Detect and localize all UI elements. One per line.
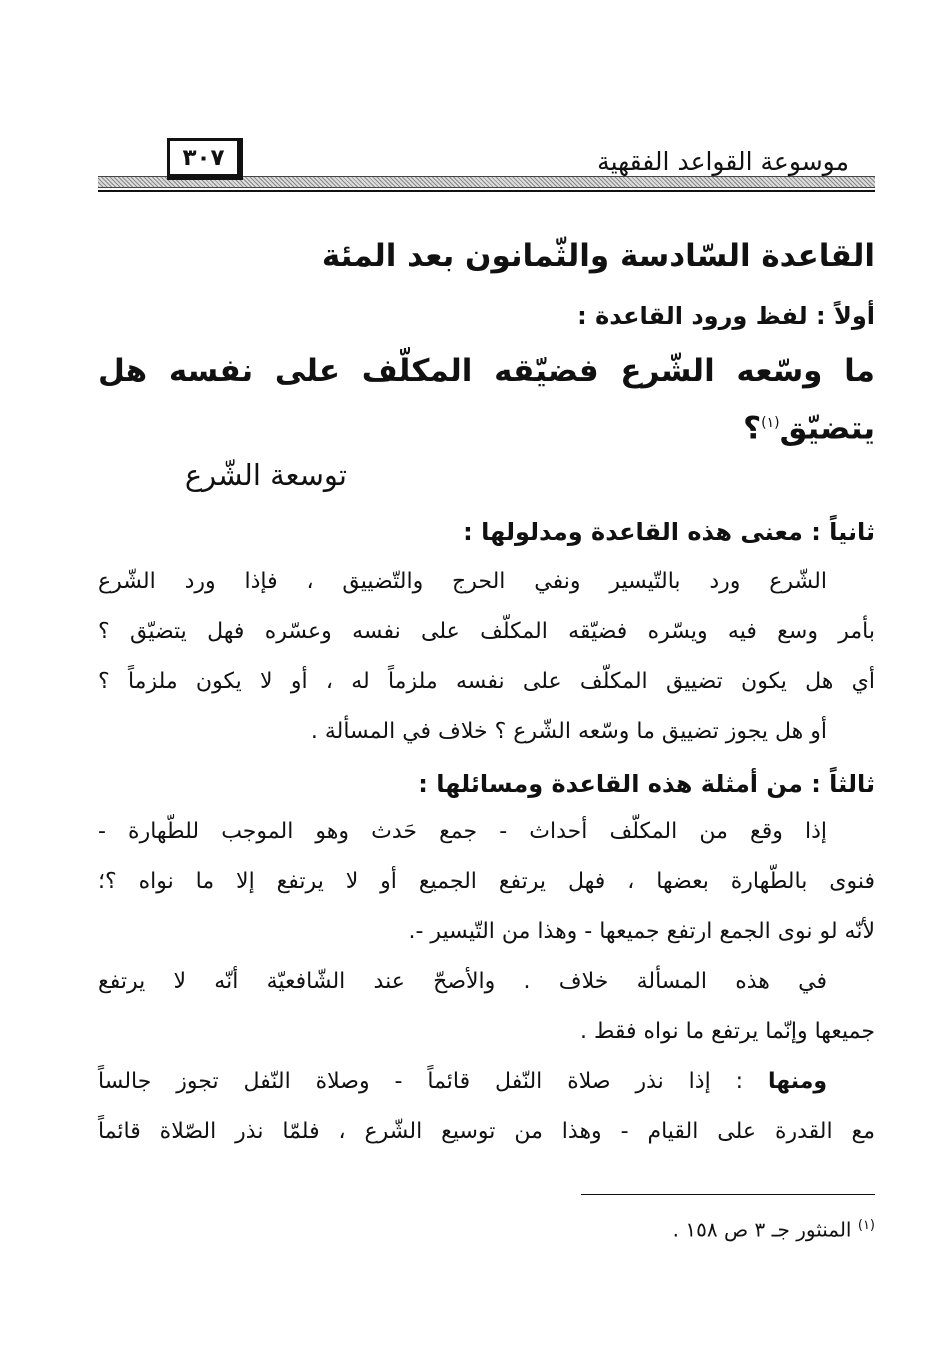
page-number: ٣٠٧ — [167, 138, 243, 180]
meaning-line-4: أو هل يجوز تضييق ما وسّعه الشّرع ؟ خلاف في المسألة . — [310, 719, 827, 744]
example1-line-1: إذا وقع من المكلّف أحداث - جمع حَدث وهو الموجب للطّهارة - — [98, 819, 827, 844]
example2-lead-word: ومنها — [767, 1069, 827, 1094]
rule-sub-title: توسعة الشّرع — [184, 458, 347, 492]
rule-statement-question-mark: ؟ — [743, 410, 762, 447]
section-heading-meaning: ثانياً : معنى هذه القاعدة ومدلولها : — [463, 518, 875, 546]
meaning-line-1: الشّرع ورد بالتّيسير ونفي الحرج والتّضييق ، فإذا ورد الشّرع — [98, 569, 827, 594]
example1-line-2: فنوى بالطّهارة بعضها ، فهل يرتفع الجميع أو لا يرتفع إلا ما نواه ؟؛ — [98, 869, 875, 894]
header-rule — [98, 190, 875, 192]
example1-ruling-line-1: في هذه المسألة خلاف . والأصحّ عند الشّافعيّة أنّه لا يرتفع — [98, 969, 827, 994]
footnote-reference[interactable]: (١) — [761, 415, 780, 431]
running-title: موسوعة القواعد الفقهية — [597, 147, 849, 176]
footnote-separator — [581, 1194, 875, 1195]
section-heading-examples: ثالثاً : من أمثلة هذه القاعدة ومسائلها : — [418, 770, 875, 798]
footnote — [673, 1208, 875, 1248]
example2-line-1-text: : إذا نذر صلاة النّفل قائماً - وصلاة النّفل تجوز جالساً — [98, 1069, 768, 1094]
meaning-line-3: أي هل يكون تضييق المكلّف على نفسه ملزماً له ، أو لا يكون ملزماً ؟ — [98, 669, 875, 694]
example1-line-3: لأنّه لو نوى الجمع ارتفع جميعها - وهذا من التّيسير -. — [408, 919, 875, 944]
example2-line-1 — [98, 1062, 827, 1102]
rule-statement-word: يتضيّق — [779, 410, 875, 447]
chapter-title: القاعدة السّادسة والثّمانون بعد المئة — [321, 238, 875, 274]
section-heading-wording: أولاً : لفظ ورود القاعدة : — [577, 302, 875, 330]
meaning-line-2: بأمر وسع فيه ويسّره فضيّقه المكلّف على نفسه وعسّره فهل يتضيّق ؟ — [98, 619, 875, 644]
rule-statement-line-2 — [98, 396, 875, 455]
footnote-text: المنثور جـ ٣ ص ١٥٨ . — [672, 1217, 852, 1242]
example2-line-2: مع القدرة على القيام - وهذا من توسيع الشّرع ، فلمّا نذر الصّلاة قائماً — [98, 1119, 875, 1144]
rule-statement-line-1: ما وسّعه الشّرع فضيّقه المكلّف على نفسه هل — [98, 353, 875, 389]
example1-ruling-line-2: جميعها وإنّما يرتفع ما نواه فقط . — [579, 1019, 875, 1044]
footnote-marker: (١) — [857, 1218, 875, 1233]
